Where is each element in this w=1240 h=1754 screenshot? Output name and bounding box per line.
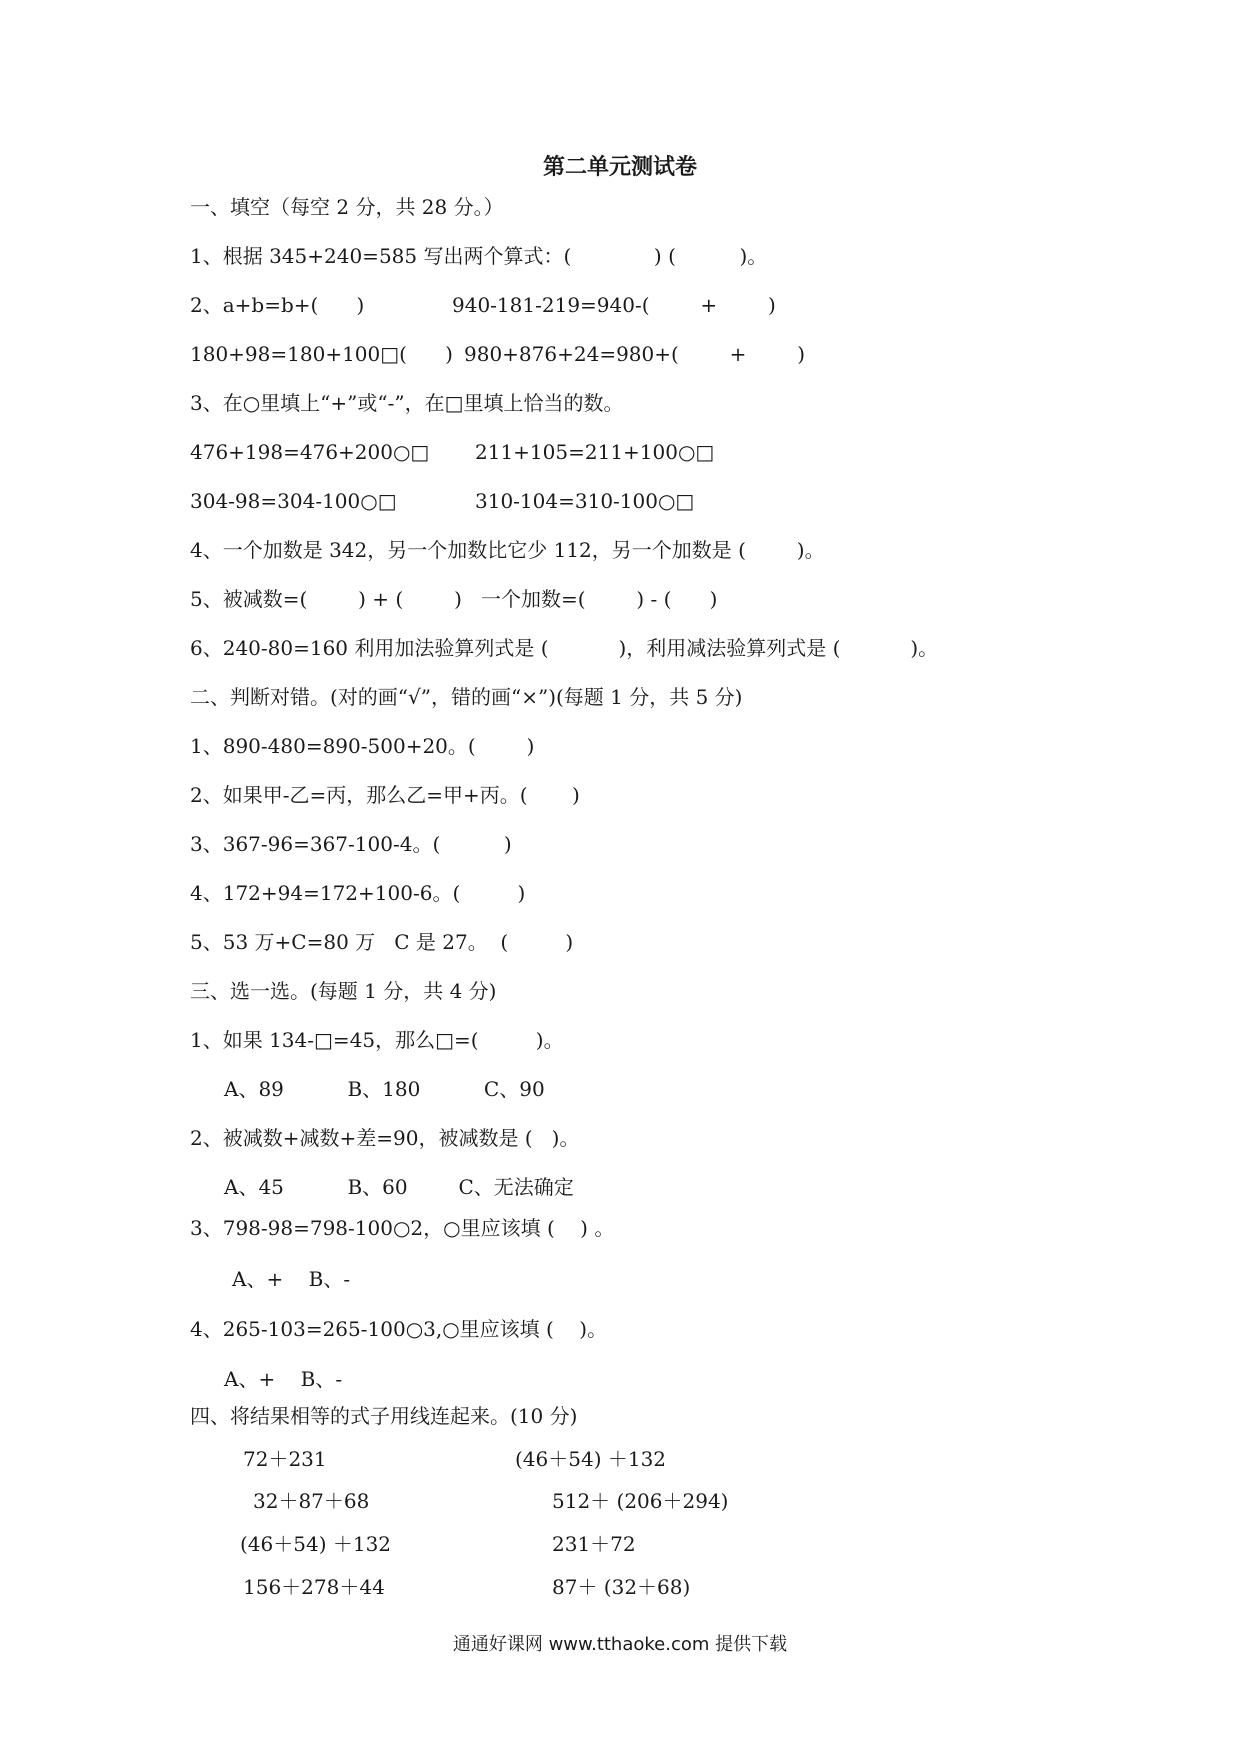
s1-question-2b: 940-181-219=940-( + ) xyxy=(452,293,776,317)
s1-question-3a: 476+198=476+200○□ xyxy=(190,440,430,464)
match-left-item: (46＋54) ＋132 xyxy=(240,1532,392,1556)
s1-question-1: 1、根据 345+240=585 写出两个算式：( ) ( )。 xyxy=(190,244,768,268)
s2-question-1: 1、890-480=890-500+20。( ) xyxy=(190,734,535,758)
s2-question-4: 4、172+94=172+100-6。( ) xyxy=(190,881,526,905)
s1-question-4: 4、一个加数是 342，另一个加数比它少 112，另一个加数是 ( )。 xyxy=(190,538,825,562)
s1-question-3: 3、在○里填上“+”或“-”，在□里填上恰当的数。 xyxy=(190,391,624,415)
match-left-item: 32＋87＋68 xyxy=(253,1489,370,1513)
match-right-item: 87＋ (32＋68) xyxy=(552,1575,691,1599)
s1-question-2c: 180+98=180+100□( ) xyxy=(190,342,453,366)
s1-question-2d: 980+876+24=980+( + ) xyxy=(464,342,806,366)
s3-question-1-options: A、89 B、180 C、90 xyxy=(224,1077,545,1101)
s1-question-2a: 2、a+b=b+( ) xyxy=(190,293,365,317)
match-left-item: 156＋278＋44 xyxy=(243,1575,385,1599)
s2-question-5: 5、53 万+C=80 万 C 是 27。 ( ) xyxy=(190,930,574,954)
match-left-item: 72＋231 xyxy=(243,1447,327,1471)
s3-question-1: 1、如果 134-□=45，那么□=( )。 xyxy=(190,1028,564,1052)
s1-question-6: 6、240-80=160 利用加法验算列式是 ( )，利用减法验算列式是 ( )。 xyxy=(190,636,939,660)
section-2-heading: 二、判断对错。(对的画“√”，错的画“×”)(每题 1 分，共 5 分) xyxy=(190,685,743,709)
s3-question-4-options: A、+ B、- xyxy=(224,1367,343,1391)
s2-question-2: 2、如果甲-乙=丙，那么乙=甲+丙。( ) xyxy=(190,783,580,807)
s1-question-3d: 310-104=310-100○□ xyxy=(475,489,695,513)
match-right-item: 231＋72 xyxy=(552,1532,636,1556)
s3-question-3-options: A、+ B、- xyxy=(232,1267,351,1291)
s3-question-2: 2、被减数+减数+差=90，被减数是 ( )。 xyxy=(190,1126,580,1150)
s3-question-3: 3、798-98=798-100○2，○里应该填 ( ) 。 xyxy=(190,1216,615,1240)
page-title: 第二单元测试卷 xyxy=(542,155,697,180)
match-right-item: 512＋ (206＋294) xyxy=(552,1489,729,1513)
match-right-item: (46＋54) ＋132 xyxy=(515,1447,667,1471)
s3-question-4: 4、265-103=265-100○3,○里应该填 ( )。 xyxy=(190,1317,608,1341)
footer-credit: 通通好课网 www.tthaoke.com 提供下载 xyxy=(452,1634,788,1655)
section-4-heading: 四、将结果相等的式子用线连起来。(10 分) xyxy=(190,1404,578,1428)
s3-question-2-options: A、45 B、60 C、无法确定 xyxy=(224,1175,574,1199)
s1-question-3b: 211+105=211+100○□ xyxy=(475,440,715,464)
s1-question-3c: 304-98=304-100○□ xyxy=(190,489,397,513)
section-1-heading: 一、填空（每空 2 分，共 28 分。） xyxy=(190,195,504,219)
section-3-heading: 三、选一选。(每题 1 分，共 4 分) xyxy=(190,979,497,1003)
s1-question-5: 5、被减数=( ) + ( ) 一个加数=( ) - ( ) xyxy=(190,587,718,611)
s2-question-3: 3、367-96=367-100-4。( ) xyxy=(190,832,512,856)
